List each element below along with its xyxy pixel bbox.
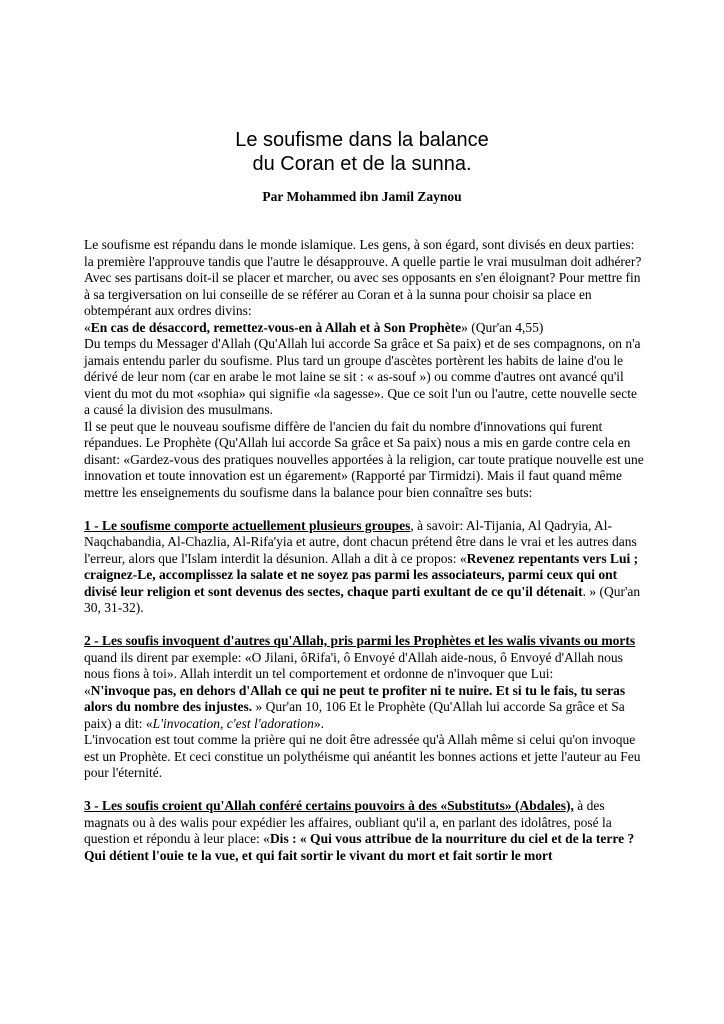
title-line-1: Le soufisme dans la balance	[235, 129, 489, 151]
paragraph-gap	[84, 782, 646, 799]
document-title	[0, 128, 724, 176]
section-2	[84, 633, 646, 683]
intro-paragraph-3: Il se peut que le nouveau soufisme diffère de l'ancien du fait du nombre d'innovations qui furent répandues. Le Prophète (Qu'Allah lui accorde Sa grâce et Sa paix) nous a mis en garde contre cela en disant: «Gardez-vous des pratiques nouvelles apportées à la religion, car toute pratique nouvelle est une innovation et toute innovation est un égarement» (Rapporté par Tirmidzi). Mais il faut quand même mettre les enseignements du soufisme dans la balance pour bien connaître ses buts:	[84, 418, 644, 500]
quote-open-mark: «	[84, 319, 91, 335]
section-1-text: , à savoir: Al-Tijania, Al Qadryia, Al-Naqchabandia, Al-Chazlia, Al-Rifa'yia et autre, dont chacun prétend être dans le vrai et les autres dans l'erreur, alors que l'Islam interdit la désunion. Allah a dit à ce propos: «	[84, 517, 637, 566]
section-2-heading: 2 - Les soufis invoquent d'autres qu'Allah, pris parmi les Prophètes et les walis vivants ou morts	[84, 633, 636, 648]
intro-paragraph-1: Le soufisme est répandu dans le monde islamique. Les gens, à son égard, sont divisés en deux parties: la première l'approuve tandis que l'autre le désapprouve. A quelle partie le vrai musulman doit adhérer? Avec ses partisans doit-il se placer et marcher, ou avec ses opposants en s'en éloignant? Pour mettre fin à sa tergiversation on lui conseille de se référer au Coran et à la sunna pour choisir sa place en obtempérant aux ordres divins:	[84, 237, 642, 318]
section-3	[84, 798, 646, 864]
intro-quote-text: En cas de désaccord, remettez-vous-en à Allah et à Son Prophète	[90, 319, 462, 335]
section-3-text: à des magnats ou à des walis pour expédier les affaires, oubliant qu'il a, en parlant des idolâtres, posé la question et répondu à leur place: «	[84, 798, 612, 846]
section-3-heading: 3 - Les soufis croient qu'Allah conféré certains pouvoirs à des «Substituts» (Abdales),	[84, 798, 574, 813]
section-1-reference: . » (Qur'an 30, 31-32).	[84, 583, 641, 615]
section-2-quote-paragraph	[84, 683, 646, 733]
quote-close-mark: ».	[313, 715, 325, 731]
intro-paragraph-2: Du temps du Messager d'Allah (Qu'Allah lui accorde Sa grâce et Sa paix) et de ses compagnons, on n'a jamais entendu parler du soufisme. Plus tard un groupe d'ascètes portèrent les habits de laine d'ou le dérivé de leur nom (car en arabe le mot laine se sit : « as-souf ») ou comme d'autres ont avancé qu'il vient du mot du mot «sophia» qui signifie «la sagesse». Que ce soit l'un ou l'autre, cette nouvelle secte a causé la division des musulmans.	[84, 336, 641, 417]
intro-quote-reference: » (Qur'an 4,55)	[461, 319, 544, 335]
title-line-2: du Coran et de la sunna.	[252, 153, 472, 175]
section-1-quote: Revenez repentants vers Lui ; craignez-Le, accomplissez la salate et ne soyez pas parmi les associateurs, parmi ceux qui ont divisé leur religion et sont devenus des sectes, chaque parti exultant de ce qu'il détenait	[84, 550, 639, 599]
section-1	[84, 518, 646, 617]
author-byline: Par Mohammed ibn Jamil Zaynou	[262, 189, 462, 204]
section-2-paragraph-2: L'invocation est tout comme la prière qui ne doit être adressée qu'à Allah même si celui qu'on invoque est un Prophète. Et ceci constitue un polythéisme qui anéantit les bonnes actions et jette l'auteur au Feu pour l'éternité.	[84, 732, 641, 780]
section-1-heading: 1 - Le soufisme comporte actuellement plusieurs groupes	[84, 517, 411, 533]
section-2-text: quand ils dirent par exemple: «O Jilani, ôRifa'i, ô Envoyé d'Allah aide-nous, ô Envoyé d'Allah nous nous fions à toi». Allah interdit un tel comportement et ordonne de n'invoquer que Lui:	[84, 649, 623, 681]
paragraph-gap	[84, 501, 646, 518]
section-2-quote: N'invoque pas, en dehors d'Allah ce qui ne peut te profiter ni te nuire. Et si tu le fais, tu seras alors du nombre des injustes.	[84, 682, 626, 714]
intro-quote	[84, 320, 646, 337]
section-3-quote: Dis : « Qui vous attribue de la nourriture du ciel et de la terre ? Qui détient l'ouie te la vue, et qui fait sortir le vivant du mort et fait sortir le mort	[84, 831, 635, 863]
document-body	[84, 237, 646, 864]
paragraph-gap	[84, 617, 646, 634]
section-2-quote-reference: » Qur'an 10, 106 Et le Prophète (Qu'Allah lui accorde Sa grâce et Sa paix) a dit: «	[84, 699, 625, 731]
quote-open-mark: «	[84, 682, 91, 698]
section-2-hadith: L'invocation, c'est l'adoration	[152, 715, 314, 731]
